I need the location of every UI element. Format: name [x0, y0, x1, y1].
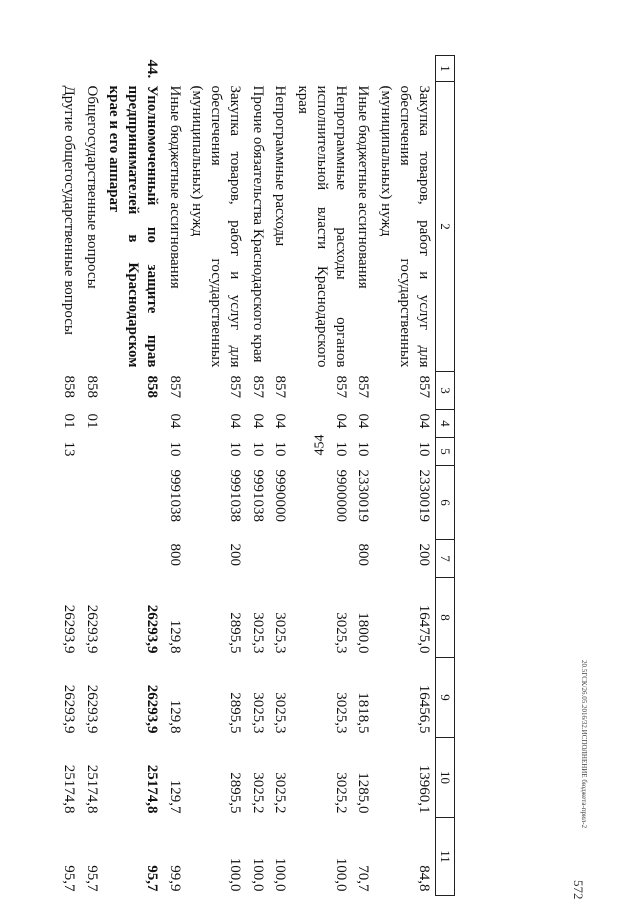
cell-c11: 100,0	[332, 857, 349, 892]
cell-c6	[103, 466, 163, 540]
cell-c9: 26293,9	[83, 684, 100, 734]
cell-c5: 10	[272, 441, 289, 457]
cell-c4: 04	[166, 413, 183, 429]
cell-c7	[269, 540, 292, 578]
cell-c5	[80, 438, 103, 466]
cell-c9: 1818,5	[355, 692, 372, 734]
cell-c11: 95,7	[83, 865, 100, 892]
cell-c6: 9991038	[166, 469, 183, 522]
cell-name: Уполномоченный по защите прав предпринимателей в Краснодарском крае и его аппарат	[106, 85, 160, 368]
cell-name: Прочие обязательства Краснодарского края	[249, 85, 266, 363]
cell-c9: 16456,5	[415, 684, 432, 734]
cell-c5: 10	[415, 441, 432, 457]
corner-number: 572	[571, 880, 586, 900]
cell-c3: 857	[272, 375, 289, 398]
cell-c6: 2330019	[415, 469, 432, 522]
cell-c10: 2895,5	[227, 772, 243, 814]
cell-c7	[292, 540, 352, 578]
cell-idx: 44.	[144, 59, 160, 79]
cell-c8: 26293,9	[144, 604, 160, 654]
header-cell: 7	[435, 540, 454, 578]
cell-c6	[80, 466, 103, 540]
cell-idx	[80, 56, 103, 82]
cell-c4: 04	[272, 413, 289, 429]
cell-c3: 857	[415, 375, 432, 398]
table-row	[163, 56, 186, 896]
cell-c10: 13960,1	[415, 764, 432, 814]
cell-name: Закупка товаров, работ и услуг для обеспечения государственных (муниципальных) нужд	[189, 85, 243, 368]
cell-c9: 129,8	[166, 699, 183, 734]
cell-c8: 3025,3	[272, 612, 289, 654]
cell-c10: 3025,2	[249, 772, 266, 814]
cell-c6: 9991038	[227, 469, 243, 522]
page-number-text: 454	[312, 434, 327, 456]
header-cell: 4	[435, 410, 454, 438]
cell-c9: 3025,3	[272, 692, 289, 734]
table-row	[375, 56, 436, 896]
cell-c4: 01	[83, 413, 100, 429]
cell-c6: 2330019	[355, 469, 372, 522]
cell-c11: 100,0	[249, 857, 266, 892]
cell-c6: 9991038	[249, 469, 266, 522]
cell-c10: 3025,2	[272, 772, 289, 814]
cell-idx	[375, 56, 436, 82]
cell-idx	[57, 56, 80, 82]
cell-name: Непрограммные расходы органов исполнительной власти Краснодарского края	[295, 85, 349, 368]
cell-idx	[186, 56, 246, 82]
table-row	[269, 56, 292, 896]
cell-c4: 04	[415, 413, 432, 429]
cell-c11: 70,7	[355, 865, 372, 892]
cell-c4: 04	[332, 413, 349, 429]
rotated-table-container	[0, 55, 455, 895]
cell-c3: 858	[144, 375, 160, 398]
cell-idx	[292, 56, 352, 82]
cell-c7	[103, 540, 163, 578]
cell-c8: 26293,9	[83, 604, 100, 654]
table-row	[246, 56, 269, 896]
cell-c9: 3025,3	[332, 692, 349, 734]
cell-c6	[57, 466, 80, 540]
footer-text: 20.5ГСК/26.05.2016/32.ИСПОЛНЕНИЕ бюджета-прил-2	[580, 660, 588, 829]
cell-c11: 99,9	[166, 865, 183, 892]
table-row	[103, 56, 163, 896]
cell-c10: 25174,8	[83, 764, 100, 814]
cell-c11: 100,0	[272, 857, 289, 892]
table-row	[292, 56, 352, 896]
cell-c9: 26293,9	[144, 684, 160, 734]
cell-c6: 9900000	[332, 469, 349, 522]
cell-name: Другие общегосударственные вопросы	[61, 85, 77, 335]
cell-c10: 3025,2	[332, 772, 349, 814]
cell-c9: 26293,9	[61, 684, 77, 734]
cell-c7	[57, 540, 80, 578]
cell-c3: 857	[332, 375, 349, 398]
cell-c4: 04	[227, 413, 243, 429]
cell-c3: 857	[227, 375, 243, 398]
cell-c7	[80, 540, 103, 578]
cell-c10: 25174,8	[61, 764, 77, 814]
cell-c3: 858	[61, 375, 77, 398]
cell-name: Общегосударственные вопросы	[83, 85, 100, 289]
cell-c3: 857	[355, 375, 372, 398]
cell-c8: 26293,9	[61, 604, 77, 654]
header-row	[435, 56, 454, 896]
cell-c8: 16475,0	[415, 604, 432, 654]
cell-c7: 800	[166, 543, 183, 566]
cell-c8: 3025,3	[332, 612, 349, 654]
cell-c8: 1800,0	[355, 612, 372, 654]
cell-idx	[163, 56, 186, 82]
header-cell: 3	[435, 372, 454, 410]
table-body	[57, 56, 454, 896]
cell-name: Иные бюджетные ассигнования	[166, 85, 183, 289]
header-cell: 11	[435, 818, 454, 896]
cell-c3: 858	[83, 375, 100, 398]
cell-idx	[246, 56, 269, 82]
cell-c4: 04	[249, 413, 266, 429]
table-row	[57, 56, 80, 896]
budget-table	[57, 55, 455, 896]
cell-c8: 2895,5	[227, 612, 243, 654]
cell-c7: 200	[227, 543, 243, 566]
cell-c5: 13	[61, 441, 77, 457]
cell-idx	[352, 56, 375, 82]
cell-c5: 10	[166, 441, 183, 457]
cell-c9: 2895,5	[227, 692, 243, 734]
cell-c11: 100,0	[227, 857, 243, 892]
cell-c7: 800	[355, 543, 372, 566]
cell-c10: 129,7	[166, 779, 183, 814]
cell-c4: 01	[61, 413, 77, 429]
header-cell: 9	[435, 658, 454, 738]
cell-c5: 10	[249, 441, 266, 457]
cell-c3: 857	[166, 375, 183, 398]
cell-name: Иные бюджетные ассигнования	[355, 85, 372, 289]
header-cell: 2	[435, 82, 454, 372]
cell-c5: 10	[355, 441, 372, 457]
cell-c4: 04	[355, 413, 372, 429]
cell-c10: 1285,0	[355, 772, 372, 814]
table-row	[80, 56, 103, 896]
header-cell: 5	[435, 438, 454, 466]
cell-c9: 3025,3	[249, 692, 266, 734]
cell-idx	[269, 56, 292, 82]
cell-c11: 95,7	[61, 865, 77, 892]
header-cell: 6	[435, 466, 454, 540]
cell-c6: 9990000	[272, 469, 289, 522]
cell-c10: 25174,8	[144, 764, 160, 814]
cell-c11: 95,7	[144, 865, 160, 892]
table-row	[186, 56, 246, 896]
table-row	[352, 56, 375, 896]
cell-c4	[103, 410, 163, 438]
header-cell: 1	[435, 56, 454, 82]
cell-c7: 200	[415, 543, 432, 566]
cell-c8: 3025,3	[249, 612, 266, 654]
cell-c3: 857	[249, 375, 266, 398]
cell-name: Закупка товаров, работ и услуг для обеспечения государственных (муниципальных) нужд	[378, 85, 432, 368]
cell-name: Непрограммные расходы	[272, 85, 289, 247]
cell-c5: 10	[227, 441, 243, 457]
cell-c5: 10	[332, 441, 349, 457]
cell-c11: 84,8	[415, 865, 432, 892]
cell-c8: 129,8	[166, 619, 183, 654]
header-cell: 10	[435, 738, 454, 818]
cell-c5	[103, 438, 163, 466]
header-cell: 8	[435, 578, 454, 658]
cell-c7	[246, 540, 269, 578]
